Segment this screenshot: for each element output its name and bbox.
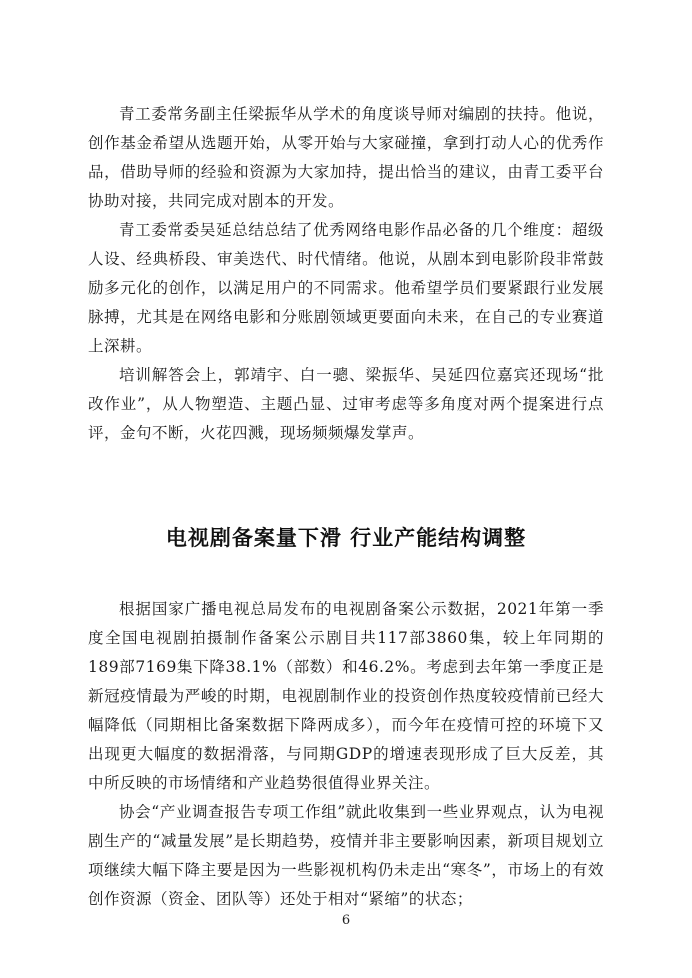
paragraph-industry-views: 协会“产业调查报告专项工作组”就此收集到一些业界观点，认为电视剧生产的“减量发展”是长期趋势，疫情并非主要影响因素，新项目规划立项继续大幅下降主要是因为一些影视机构仍未走出“寒冬”，市场上的有效创作资源（资金、团队等）还处于相对“紧缩”的状态； bbox=[88, 803, 604, 908]
section-heading: 电视剧备案量下滑 行业产能结构调整 bbox=[165, 526, 527, 550]
top-text-section bbox=[88, 100, 604, 448]
bottom-text-section bbox=[88, 595, 604, 914]
paragraph-filing-data: 根据国家广播电视总局发布的电视剧备案公示数据，2021年第一季度全国电视剧拍摄制作备案公示剧目共117部3860集，较上年同期的189部7169集下降38.1%（部数）和46.2%。考虑到去年第一季度正是新冠疫情最为严峻的时期，电视剧制作业的投资创作热度较疫情前已经大幅降低（同期相比备案数据下降两成多），而今年在疫情可控的环境下又出现更大幅度的数据滑落，与同期GDP的增速表现形成了巨大反差，其中所反映的市场情绪和产业趋势很值得业界关注。 bbox=[88, 600, 604, 792]
paragraph-wu-yan: 青工委常委吴延总结总结了优秀网络电影作品必备的几个维度：超级人设、经典桥段、审美迭代、时代情绪。他说，从剧本到电影阶段非常鼓励多元化的创作，以满足用户的不同需求。他希望学员们要紧跟行业发展脉搏，尤其是在网络电影和分账剧领域更要面向未来，在自己的专业赛道上深耕。 bbox=[88, 221, 604, 355]
paragraph-training-qa: 培训解答会上，郭靖宇、白一骢、梁振华、吴延四位嘉宾还现场“批改作业”，从人物塑造、主题凸显、过审考虑等多角度对两个提案进行点评，金句不断，火花四溅，现场频频爆发掌声。 bbox=[88, 366, 604, 442]
page-number: 6 bbox=[341, 913, 351, 928]
paragraph-liang-zhenhua: 青工委常务副主任梁振华从学术的角度谈导师对编剧的扶持。他说，创作基金希望从选题开始，从零开始与大家碰撞，拿到打动人心的优秀作品，借助导师的经验和资源为大家加持，提出恰当的建议，由青工委平台协助对接，共同完成对剧本的开发。 bbox=[88, 105, 604, 210]
